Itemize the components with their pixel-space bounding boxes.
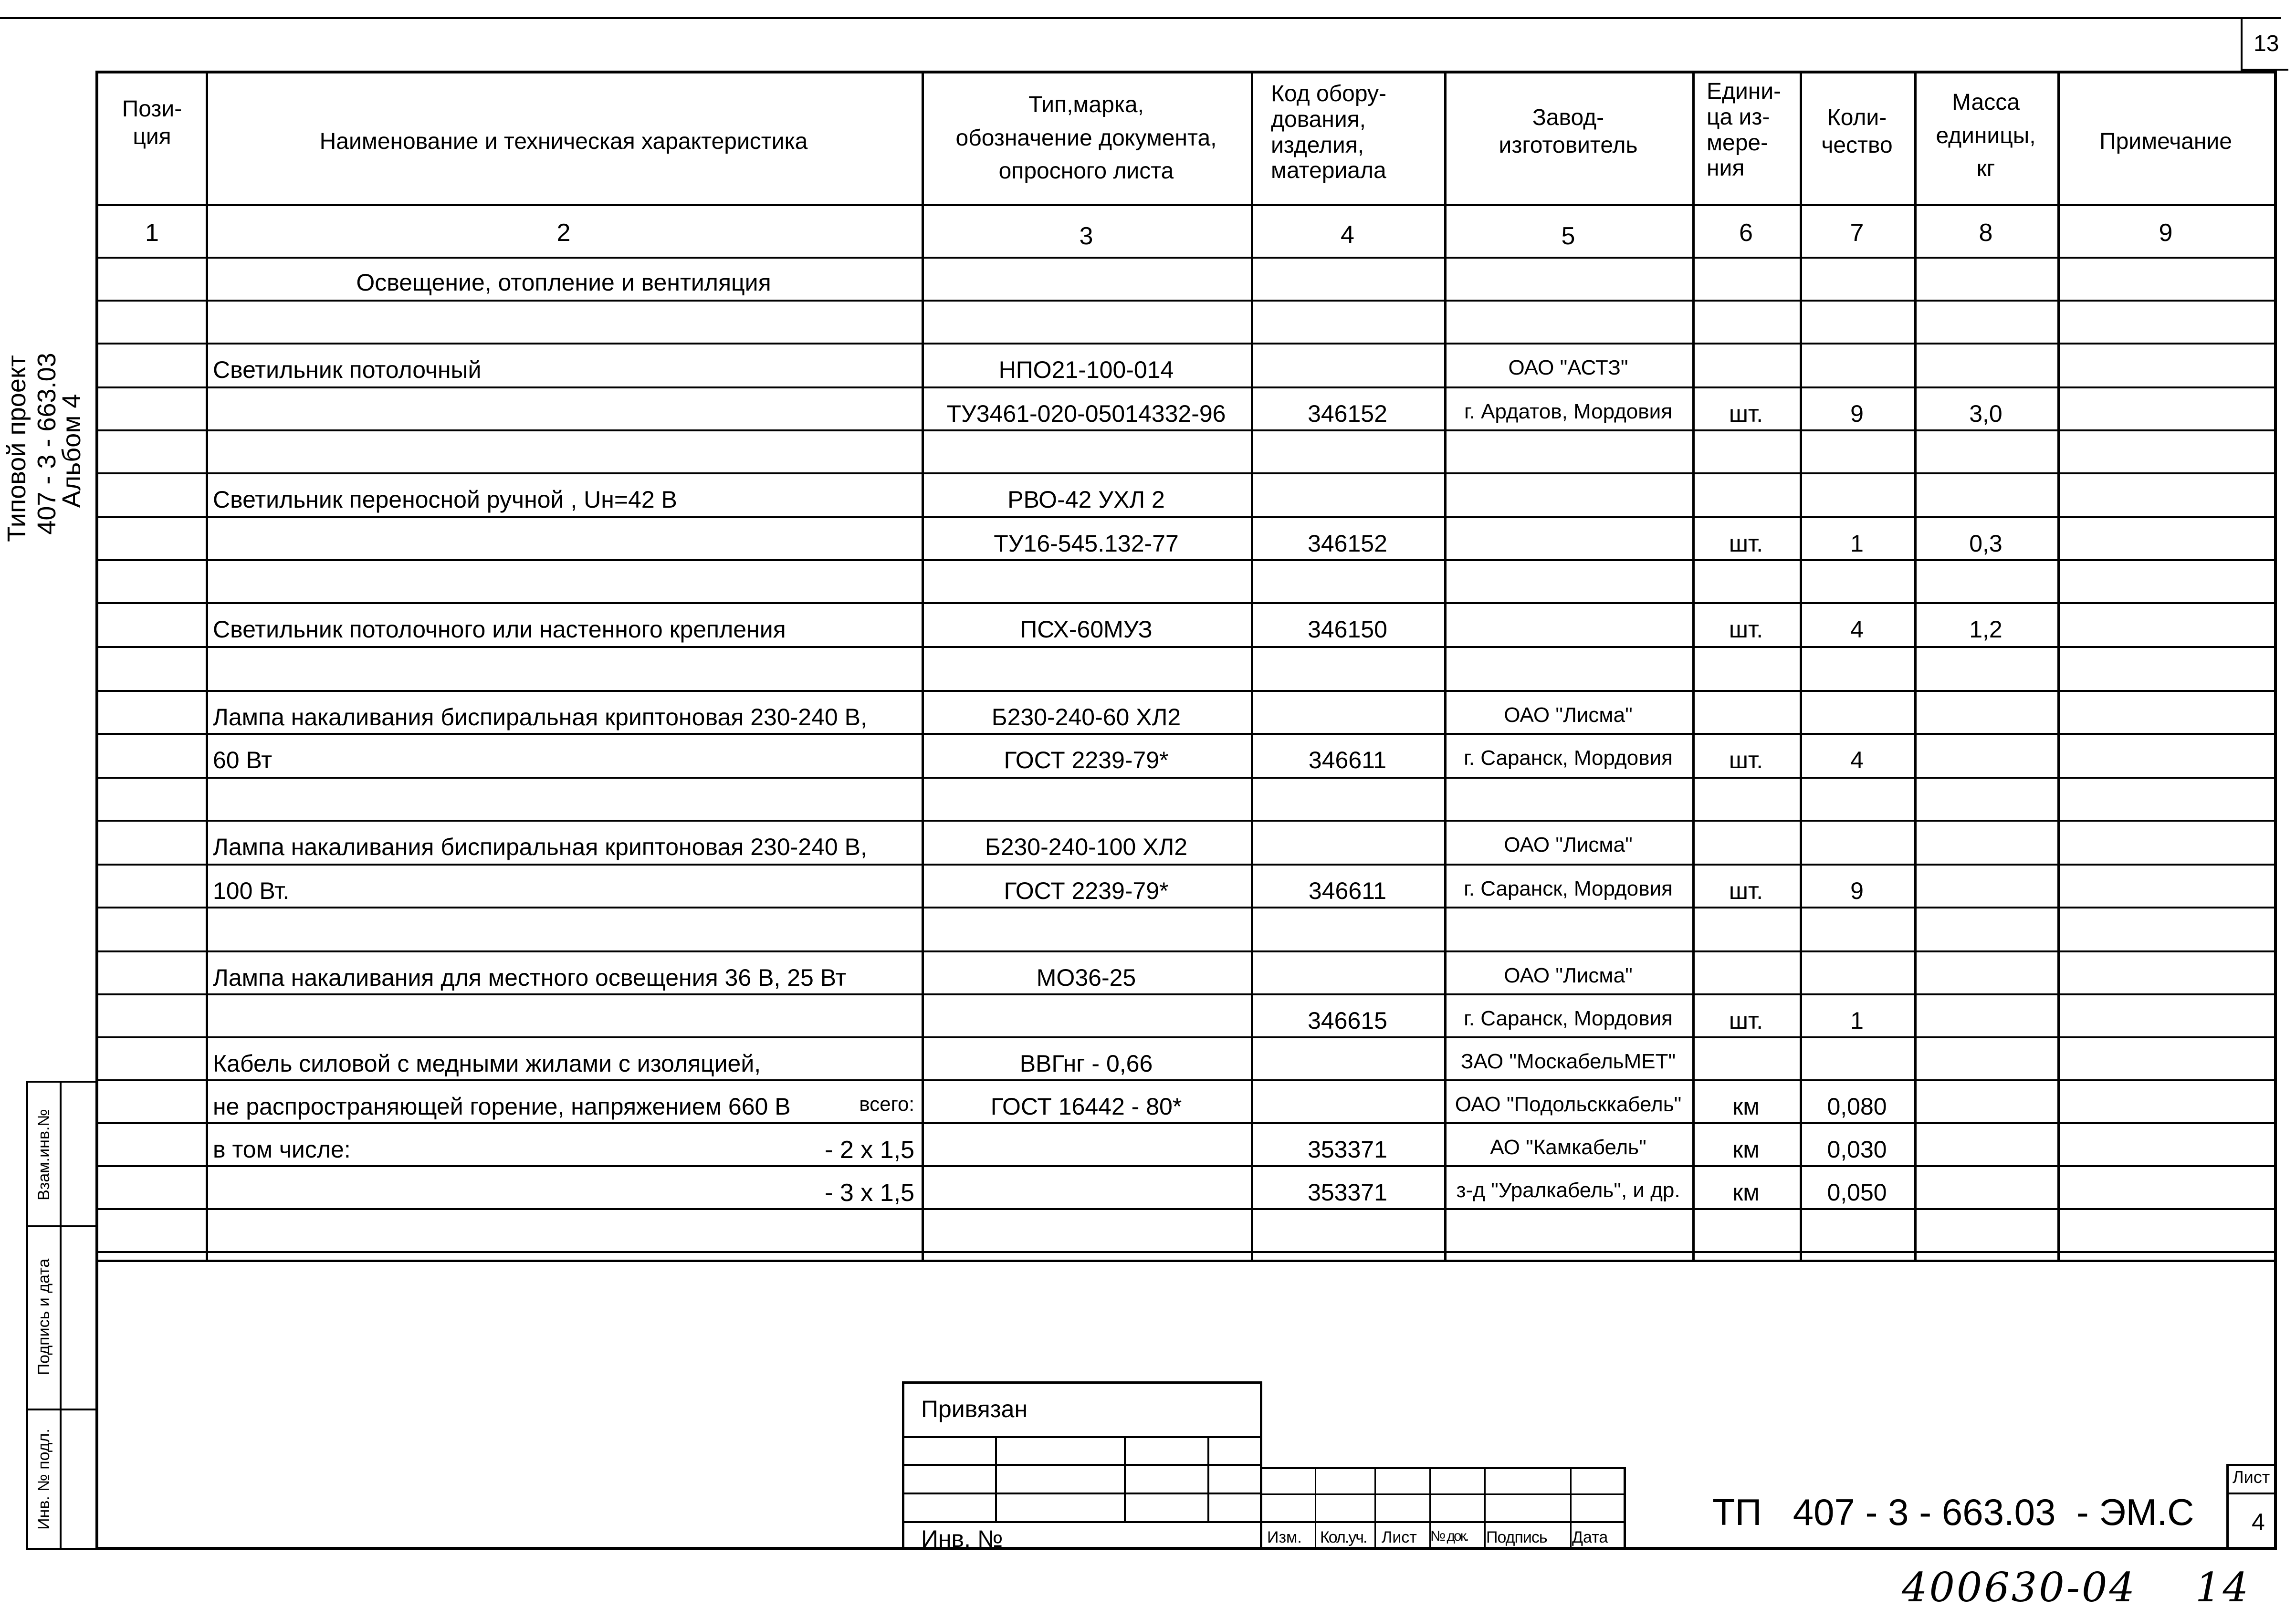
table-row-line <box>95 1208 2277 1210</box>
project-title-line2: 407 - 3 - 663.03 <box>32 353 61 535</box>
table-row-line <box>95 690 2277 692</box>
table-row-line <box>95 1079 2277 1081</box>
header-name <box>206 128 922 156</box>
privyazan-col2 <box>1124 1436 1126 1521</box>
table-row-line <box>95 602 2277 604</box>
cell-type: ГОСТ 16442 - 80* <box>990 1093 1182 1120</box>
cell-unit: шт. <box>1729 1007 1763 1034</box>
cell-name: не распространяющей горение, напряжением 660 В <box>213 1093 791 1120</box>
table-col-line <box>1692 71 1695 1260</box>
header-code <box>1251 81 1444 184</box>
cell-maker: з-д "Уралкабель", и др. <box>1456 1179 1680 1202</box>
privyazan-row4 <box>902 1521 1261 1523</box>
header-position-text: Пози- ция <box>122 96 182 149</box>
cell-name: Лампа накаливания биспиральная криптоновая 230-240 В, <box>213 834 867 860</box>
project-title-line3: Альбом 4 <box>57 394 86 508</box>
header-position <box>98 95 206 150</box>
cell-code: 346611 <box>1308 877 1387 904</box>
cell-maker: АО "Камкабель" <box>1490 1136 1646 1159</box>
cell-name: Светильник потолочный <box>213 356 482 383</box>
cell-maker: ОАО "Лисма" <box>1504 964 1633 987</box>
cell-type: РВО-42 УХЛ 2 <box>1007 486 1165 513</box>
table-row-line <box>95 257 2277 259</box>
header-note-text: Примечание <box>2099 129 2232 154</box>
table-row-line <box>95 516 2277 518</box>
tb-label-nodok: № док. <box>1430 1528 1468 1544</box>
cell-type: ТУ3461-020-05014332-96 <box>946 400 1226 427</box>
list-number: 4 <box>2252 1509 2265 1535</box>
project-title-line1: Типовой проект <box>2 355 31 542</box>
stamp-inv-podl: Инв. № подл. <box>35 1429 53 1530</box>
stamp-right <box>1624 1467 1626 1550</box>
frame-bottom <box>95 1547 2277 1550</box>
table-row-line <box>95 907 2277 908</box>
privyazan-label: Привязан <box>921 1396 1028 1422</box>
cell-mass: 0,3 <box>1969 530 2002 557</box>
cell-maker: г. Саранск, Мордовия <box>1464 877 1673 900</box>
list-box-left <box>2226 1464 2229 1550</box>
header-name-text: Наименование и техническая характеристика <box>319 129 808 154</box>
cell-qty: 1 <box>1850 1007 1864 1034</box>
cell-qty: 9 <box>1850 877 1864 904</box>
sheet-number-top: 13 <box>2254 31 2279 56</box>
frame-top <box>95 71 2277 73</box>
cell-maker: г. Саранск, Мордовия <box>1464 1007 1673 1030</box>
colnum-7: 7 <box>1850 219 1864 247</box>
cell-qty: 1 <box>1850 530 1864 557</box>
cell-maker: г. Ардатов, Мордовия <box>1464 400 1673 423</box>
cell-maker: г. Саранск, Мордовия <box>1464 746 1673 770</box>
colnum-8: 8 <box>1979 219 1993 247</box>
cell-maker: ОАО "АСТЗ" <box>1508 356 1628 379</box>
colnum-3: 3 <box>1079 222 1093 250</box>
table-row-line <box>95 1122 2277 1124</box>
table-row-line <box>95 1251 2277 1253</box>
header-note <box>2057 128 2274 156</box>
cell-code: 346150 <box>1308 616 1387 643</box>
cell-qty: 0,050 <box>1827 1179 1887 1206</box>
section-title: Освещение, отопление и вентиляция <box>356 269 771 296</box>
cell-unit: шт. <box>1729 877 1763 904</box>
cell-unit: шт. <box>1729 616 1763 643</box>
cell-code: 353371 <box>1308 1179 1387 1206</box>
cell-qty: 0,030 <box>1827 1136 1887 1163</box>
cell-name-right: - 2 х 1,5 <box>825 1136 914 1164</box>
table-row-line <box>95 472 2277 474</box>
stamp-col-1 <box>1374 1467 1376 1550</box>
table-row-line <box>95 993 2277 995</box>
tb-label-data: Дата <box>1572 1528 1608 1546</box>
table-row-line <box>95 820 2277 822</box>
cell-name: 60 Вт <box>213 747 273 773</box>
stamp-strip-div2 <box>26 1409 98 1410</box>
cell-unit: шт. <box>1729 530 1763 557</box>
header-qty <box>1800 104 1914 159</box>
cell-type: ГОСТ 2239-79* <box>1004 747 1169 773</box>
cell-type: МО36-25 <box>1036 964 1136 991</box>
colnum-5: 5 <box>1561 222 1575 250</box>
tb-label-podpis: Подпись <box>1486 1528 1547 1546</box>
stamp-strip-top <box>26 1081 98 1083</box>
header-code-text: Код обору- дования, изделия, материала <box>1271 81 1386 184</box>
handwritten-page: 14 <box>2195 1564 2250 1611</box>
table-row-line <box>95 1036 2277 1038</box>
cell-unit: км <box>1732 1179 1760 1206</box>
cell-maker: ОАО "Подольсккабель" <box>1455 1093 1682 1116</box>
table-col-line <box>206 71 208 1260</box>
stamp-strip-mid <box>60 1081 62 1550</box>
cell-qty: 9 <box>1850 400 1864 427</box>
top-border-line <box>0 17 2281 19</box>
frame-left <box>95 71 98 1550</box>
colnum-9: 9 <box>2159 219 2173 247</box>
stamp-vzam-inv: Взам.инв.№ <box>35 1109 53 1200</box>
table-bottom-line <box>95 1260 2277 1262</box>
cell-type: ПСХ-60МУЗ <box>1020 616 1153 643</box>
cell-name: Лампа накаливания для местного освещения 36 В, 25 Вт <box>213 964 847 991</box>
tb-label-izm: Изм. <box>1267 1528 1302 1546</box>
colnum-4: 4 <box>1341 221 1354 249</box>
cell-type: НПО21-100-014 <box>998 356 1174 383</box>
list-box-top <box>2226 1464 2277 1466</box>
header-mass <box>1914 86 2057 186</box>
stamp-col-4 <box>1570 1467 1572 1550</box>
cell-name: Кабель силовой с медными жилами с изоляцией, <box>213 1050 761 1077</box>
list-label: Лист <box>2233 1467 2270 1487</box>
table-col-line <box>2057 71 2060 1260</box>
handwritten-code: 400630-04 <box>1902 1564 2137 1611</box>
colnum-1: 1 <box>145 219 159 247</box>
table-row-line <box>95 204 2277 206</box>
table-row-line <box>95 343 2277 344</box>
colnum-6: 6 <box>1739 219 1753 247</box>
cell-name: Светильник потолочного или настенного крепления <box>213 616 786 643</box>
cell-code: 346615 <box>1308 1007 1387 1034</box>
header-type <box>922 88 1251 188</box>
privyazan-col3 <box>1207 1436 1209 1521</box>
table-row-line <box>95 1165 2277 1167</box>
cell-mass: 1,2 <box>1969 616 2002 643</box>
cell-name: Лампа накаливания биспиральная криптоновая 230-240 В, <box>213 704 867 731</box>
table-row-line <box>95 429 2277 431</box>
cell-name: Светильник переносной ручной , Uн=42 В <box>213 486 677 513</box>
cell-type: ГОСТ 2239-79* <box>1004 877 1169 904</box>
cell-unit: км <box>1732 1136 1760 1163</box>
tb-label-koluch: Кол.уч. <box>1320 1528 1367 1546</box>
privyazan-col1 <box>995 1436 997 1521</box>
cell-name-right: - 3 х 1,5 <box>825 1179 914 1207</box>
table-row-line <box>95 733 2277 735</box>
colnum-2: 2 <box>556 219 571 247</box>
stamp-strip-left <box>26 1081 28 1550</box>
cell-code: 346152 <box>1308 400 1387 427</box>
table-row-line <box>95 559 2277 561</box>
header-maker-text: Завод- изготовитель <box>1499 105 1638 158</box>
cell-unit: км <box>1732 1093 1760 1120</box>
header-mass-text: Масса единицы, кг <box>1936 90 2036 182</box>
table-col-line <box>1914 71 1917 1260</box>
stamp-col-3 <box>1484 1467 1486 1550</box>
table-row-line <box>95 300 2277 302</box>
cell-maker: ЗАО "МоскабельМЕТ" <box>1460 1050 1676 1073</box>
header-maker <box>1444 104 1692 159</box>
tb-label-list: Лист <box>1382 1528 1417 1546</box>
document-designation: ТП 407 - 3 - 663.03 - ЭМ.С <box>1712 1491 2194 1533</box>
cell-unit: шт. <box>1729 747 1763 773</box>
cell-qty: 4 <box>1850 616 1864 643</box>
cell-type: Б230-240-60 ХЛ2 <box>991 704 1181 731</box>
cell-type: Б230-240-100 ХЛ2 <box>985 834 1188 860</box>
cell-name-right: всего: <box>859 1093 914 1115</box>
table-row-line <box>95 950 2277 952</box>
cell-mass: 3,0 <box>1969 400 2002 427</box>
cell-name: в том числе: <box>213 1136 351 1163</box>
stamp-col-0 <box>1315 1467 1316 1550</box>
cell-qty: 0,080 <box>1827 1093 1887 1120</box>
cell-code: 346152 <box>1308 530 1387 557</box>
header-unit-text: Едини- ца из- мере- ния <box>1707 79 1782 181</box>
table-col-line <box>1800 71 1802 1260</box>
stamp-strip-div1 <box>26 1225 98 1227</box>
cell-maker: ОАО "Лисма" <box>1504 703 1633 727</box>
header-qty-text: Коли- чество <box>1821 105 1893 158</box>
inv-no-label: Инв. № <box>921 1525 1003 1552</box>
table-row-line <box>95 646 2277 648</box>
header-unit <box>1692 79 1800 181</box>
cell-maker: ОАО "Лисма" <box>1504 833 1633 856</box>
table-row-line <box>95 386 2277 388</box>
cell-type: ВВГнг - 0,66 <box>1019 1050 1153 1077</box>
frame-right <box>2274 71 2277 1550</box>
stamp-podpis-data: Подпись и дата <box>35 1258 53 1376</box>
cell-code: 353371 <box>1308 1136 1387 1163</box>
cell-qty: 4 <box>1850 747 1864 773</box>
cell-unit: шт. <box>1729 400 1763 427</box>
stamp-strip-bottom <box>26 1548 98 1550</box>
cell-type: ТУ16-545.132-77 <box>994 530 1179 557</box>
table-row-line <box>95 777 2277 779</box>
list-box-mid <box>2226 1493 2277 1494</box>
cell-name: 100 Вт. <box>213 877 290 904</box>
header-type-text: Тип,марка, обозначение документа, опросного листа <box>955 92 1217 184</box>
cell-code: 346611 <box>1308 747 1387 773</box>
table-row-line <box>95 864 2277 866</box>
privyazan-box-top <box>902 1381 1261 1384</box>
sheet-number-box-left <box>2241 17 2243 70</box>
